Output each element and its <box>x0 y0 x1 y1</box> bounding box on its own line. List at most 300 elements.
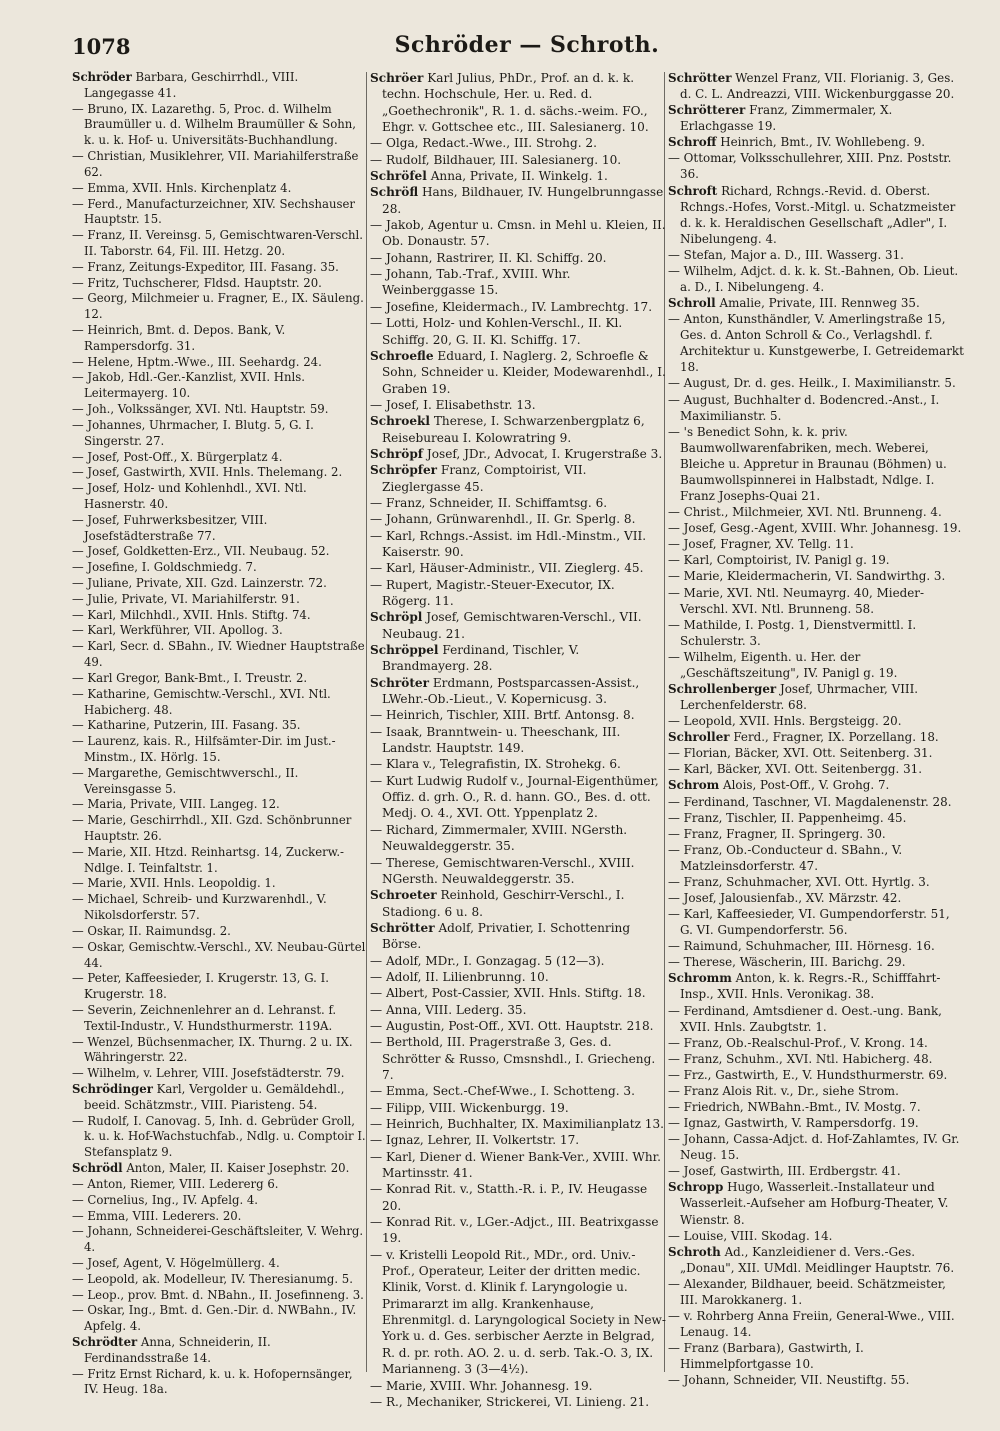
directory-entry <box>72 1035 368 1067</box>
directory-entry <box>72 766 368 798</box>
directory-entry <box>72 924 368 940</box>
entry-text: — Johann, Cassa-Adjct. d. Hof-Zahlamtes, IV. Gr. Neug. 15. <box>668 1132 960 1163</box>
directory-entry <box>72 639 368 671</box>
entry-text: — Rudolf, I. Canovag. 5, Inh. d. Gebrüder Groll, k. u. k. Hof-Wachstuchfab., Ndlg. u. Comptoir I. Stefansplatz 9. <box>72 1113 366 1160</box>
entry-text: — Franz (Barbara), Gastwirth, I. Himmelpfortgasse 10. <box>668 1341 864 1372</box>
directory-entry <box>370 462 666 495</box>
directory-entry <box>72 276 368 292</box>
entry-text: Erdmann, Postsparcassen-Assist., LWehr.-Ob.-Lieut., V. Kopernicusg. 3. <box>382 675 640 707</box>
directory-entry <box>668 1179 964 1227</box>
directory-entry <box>72 687 368 719</box>
page-number: 1078 <box>72 34 131 59</box>
entry-text: — Josef, Post-Off., X. Bürgerplatz 4. <box>72 449 283 464</box>
directory-entry <box>72 513 368 545</box>
directory-entry <box>668 520 964 536</box>
entry-text: — Ferdinand, Taschner, VI. Magdalenenstr. 28. <box>668 794 952 809</box>
entry-text: — Frz., Gastwirth, E., V. Hundsthurmerstr. 69. <box>668 1067 948 1082</box>
entry-text: — Laurenz, kais. R., Hilfsämter-Dir. im Just.-Minstm., IX. Hörlg. 15. <box>72 734 336 764</box>
entry-text: Hans, Bildhauer, IV. Hungelbrunngasse 28. <box>382 185 664 216</box>
entry-text: — Karl, Kaffeesieder, VI. Gumpendorferstr. 51, G. VI. Gumpendorferstr. 56. <box>668 907 950 938</box>
directory-entry <box>370 855 666 888</box>
entry-text: — Berthold, III. Pragerstraße 3, Ges. d. Schrötter & Russo, Cmsnshdl., I. Griecheng. 7. <box>370 1035 656 1082</box>
directory-entry <box>668 842 964 874</box>
entry-text: — Josef, Gastwirth, III. Erdbergstr. 41. <box>668 1164 901 1179</box>
directory-entry <box>668 954 964 970</box>
entry-text: — Karl, Häuser-Administr., VII. Zieglerg. 45. <box>370 561 644 576</box>
entry-text: — Josefine, I. Goldschmiedg. 7. <box>72 560 257 575</box>
directory-entry <box>72 1335 368 1367</box>
directory-entry <box>72 197 368 229</box>
directory-entry <box>668 1099 964 1115</box>
entry-text: — Marie, XVII. Hnls. Leopoldig. 1. <box>72 876 276 891</box>
entry-text: — Helene, Hptm.-Wwe., III. Seehardg. 24. <box>72 354 322 369</box>
entry-text: — Adolf, II. Lilienbrunng. 10. <box>370 969 549 984</box>
entry-text: Franz, Comptoirist, VII. Zieglergasse 45. <box>382 463 587 494</box>
directory-entry <box>370 1214 666 1247</box>
directory-entry <box>370 675 666 708</box>
entry-text: — Johannes, Uhrmacher, I. Blutg. 5, G. I. Singerstr. 27. <box>72 417 314 448</box>
entry-text: — Franz, Tischler, II. Pappenheimg. 45. <box>668 810 907 825</box>
directory-entry <box>668 1276 964 1308</box>
entry-text: Alois, Post-Off., V. Grohg. 7. <box>723 778 890 793</box>
entry-text: Barbara, Geschirrhdl., VIII. Langegasse 41. <box>84 70 299 100</box>
entry-text: — Jakob, Hdl.-Ger.-Kanzlist, XVII. Hnls. Leitermayerg. 10. <box>72 370 305 401</box>
entry-text: — Richard, Zimmermaler, XVIII. NGersth. Neuwaldeggerstr. 35. <box>370 822 628 854</box>
entry-text: Reinhold, Geschirr-Verschl., I. Stadiong. 6 u. 8. <box>382 888 625 919</box>
running-title: Schröder — Schroth. <box>394 32 660 58</box>
entry-text: — Marie, XVI. Ntl. Neumayrg. 40, Mieder-Verschl. XVI. Ntl. Brunneng. 58. <box>668 585 924 616</box>
entry-text: — Fritz, Tuchscherer, Fldsd. Hauptstr. 20. <box>72 275 322 290</box>
directory-entry <box>72 1114 368 1161</box>
entry-text: — Albert, Post-Cassier, XVII. Hnls. Stiftg. 18. <box>370 986 646 1001</box>
directory-entry <box>668 263 964 295</box>
directory-entry <box>370 577 666 610</box>
directory-entry <box>72 70 368 102</box>
entry-surname: Schröter <box>370 675 429 690</box>
directory-entry <box>668 777 964 793</box>
directory-entry <box>370 1149 666 1182</box>
directory-entry <box>72 1272 368 1288</box>
directory-entry <box>668 890 964 906</box>
directory-entry <box>370 1181 666 1214</box>
directory-entry <box>370 1247 666 1378</box>
entry-text: — Katharine, Gemischtw.-Verschl., XVI. Ntl. Habicherg. 48. <box>72 686 331 717</box>
directory-entry <box>72 260 368 276</box>
entry-text: — Leopold, ak. Modelleur, IV. Theresianumg. 5. <box>72 1271 353 1286</box>
directory-entry <box>370 560 666 576</box>
entry-text: — Josefine, Kleidermach., IV. Lambrechtg. 17. <box>370 299 653 314</box>
directory-entry <box>668 874 964 890</box>
entry-text: — Franz, Schneider, II. Schiffamtsg. 6. <box>370 495 608 510</box>
directory-entry <box>668 826 964 842</box>
directory-entry <box>370 1002 666 1018</box>
entry-text: — Heinrich, Bmt. d. Depos. Bank, V. Rampersdorfg. 31. <box>72 323 286 353</box>
entry-surname: Schropp <box>668 1180 724 1195</box>
directory-entry <box>72 671 368 687</box>
entry-text: — Stefan, Major a. D., III. Wasserg. 31. <box>668 247 904 262</box>
directory-entry <box>370 184 666 217</box>
directory-entry <box>72 718 368 734</box>
entry-text: — Julie, Private, VI. Mariahilferstr. 91. <box>72 591 300 606</box>
directory-entry <box>668 970 964 1002</box>
entry-text: — Louise, VIII. Skodag. 14. <box>668 1228 833 1243</box>
entry-surname: Schrötter <box>668 71 732 85</box>
entry-text: — Anna, VIII. Lederg. 35. <box>370 1002 527 1017</box>
entry-text: Amalie, Private, III. Rennweg 35. <box>719 296 920 311</box>
column-1 <box>72 70 368 1398</box>
directory-entry <box>72 623 368 639</box>
directory-entry <box>668 424 964 504</box>
directory-entry <box>668 1131 964 1163</box>
entry-text: — Ottomar, Volksschullehrer, XIII. Pnz. Poststr. 36. <box>668 151 952 182</box>
directory-entry <box>72 544 368 560</box>
directory-entry <box>72 1177 368 1193</box>
directory-entry <box>370 1083 666 1099</box>
entry-text: — Josef, Agent, V. Högelmüllerg. 4. <box>72 1255 280 1270</box>
directory-entry <box>668 536 964 552</box>
entry-surname: Schrom <box>668 778 720 793</box>
directory-entry <box>370 397 666 413</box>
entry-surname: Schroll <box>668 296 716 311</box>
directory-entry <box>72 1161 368 1177</box>
entry-text: Karl, Vergolder u. Gemäldehdl., beeid. Schätzmstr., VIII. Piaristeng. 54. <box>84 1082 345 1112</box>
directory-entry <box>370 953 666 969</box>
entry-text: — Josef, Goldketten-Erz., VII. Neubaug. 52. <box>72 544 330 559</box>
entry-text: — Marie, XII. Htzd. Reinhartsg. 14, Zuckerw.-Ndlge. I. Teinfaltstr. 1. <box>72 844 344 875</box>
entry-surname: Schröer <box>370 71 424 85</box>
directory-entry <box>668 1083 964 1099</box>
directory-entry <box>668 504 964 520</box>
directory-entry <box>668 1372 964 1388</box>
entry-text: — Josef, Fragner, XV. Tellg. 11. <box>668 537 854 552</box>
entry-surname: Schrödinger <box>72 1082 153 1096</box>
directory-entry <box>370 315 666 348</box>
page-header <box>72 30 982 66</box>
directory-entry <box>370 1116 666 1132</box>
entry-text: — Bruno, IX. Lazarethg. 5, Proc. d. Wilhelm Braumüller u. d. Wilhelm Braumüller & Sohn, k. u. k. Hof- u. Universitäts-Buchhandlung. <box>72 101 357 148</box>
entry-text: Eduard, I. Naglerg. 2, Schroefle & Sohn, Schneider u. Kleider, Modewarenhdl., I. Graben 19. <box>382 348 666 396</box>
entry-text: — Franz, Ob.-Realschul-Prof., V. Krong. 14. <box>668 1035 928 1050</box>
entry-text: — August, Buchhalter d. Bodencred.-Anst., I. Maximilianstr. 5. <box>668 392 940 423</box>
entry-text: Anton, k. k. Regrs.-R., Schifffahrt-Insp., XVII. Hnls. Veronikag. 38. <box>680 971 941 1002</box>
directory-entry <box>668 1035 964 1051</box>
directory-entry <box>370 724 666 757</box>
directory-entry <box>668 585 964 617</box>
entry-surname: Schroeter <box>370 888 437 903</box>
directory-entry <box>370 985 666 1001</box>
directory-entry <box>668 183 964 247</box>
entry-text: — Emma, Sect.-Chef-Wwe., I. Schotteng. 3. <box>370 1084 635 1099</box>
directory-entry <box>370 642 666 675</box>
directory-entry <box>668 1115 964 1131</box>
entry-surname: Schröppel <box>370 643 439 658</box>
entry-surname: Schröpfer <box>370 463 438 478</box>
entry-text: — Franz, Schuhmacher, XVI. Ott. Hyrtlg. 3. <box>668 874 930 889</box>
directory-entry <box>72 608 368 624</box>
directory-entry <box>668 311 964 375</box>
entry-text: — Olga, Redact.-Wwe., III. Strohg. 2. <box>370 136 597 151</box>
directory-entry <box>668 1244 964 1276</box>
entry-text: Hugo, Wasserleit.-Installateur und Wasserleit.-Aufseher am Hofburg-Theater, V. Wienstr. 8. <box>680 1180 949 1227</box>
entry-text: — Franz, Fragner, II. Springerg. 30. <box>668 826 886 841</box>
directory-entry <box>668 681 964 713</box>
directory-entry <box>72 418 368 450</box>
entry-text: — Raimund, Schuhmacher, III. Hörnesg. 16. <box>668 939 935 954</box>
directory-entry <box>668 617 964 649</box>
entry-text: — Franz, Zeitungs-Expeditor, III. Fasang. 35. <box>72 259 339 274</box>
entry-text: — Wenzel, Büchsenmacher, IX. Thurng. 2 u. IX. Währingerstr. 22. <box>72 1034 353 1065</box>
entry-text: — Margarethe, Gemischtwverschl., II. Vereinsgasse 5. <box>72 765 299 796</box>
entry-surname: Schromm <box>668 971 732 986</box>
directory-entry <box>370 168 666 184</box>
directory-entry <box>370 1034 666 1083</box>
directory-entry <box>72 355 368 371</box>
entry-text: — Karl, Diener d. Wiener Bank-Ver., XVIII. Whr. Martinsstr. 41. <box>370 1149 661 1181</box>
entry-text: — Ferdinand, Amtsdiener d. Oest.-ung. Bank, XVII. Hnls. Zaubgtstr. 1. <box>668 1003 942 1034</box>
entry-text: — Oskar, II. Raimundsg. 2. <box>72 923 231 938</box>
entry-text: — Florian, Bäcker, XVI. Ott. Seitenberg. 31. <box>668 746 933 761</box>
directory-entry <box>72 1367 368 1399</box>
directory-entry <box>370 348 666 397</box>
directory-entry <box>668 1051 964 1067</box>
directory-entry <box>72 560 368 576</box>
directory-entry <box>668 1308 964 1340</box>
directory-entry <box>668 794 964 810</box>
entry-text: — Cornelius, Ing., IV. Apfelg. 4. <box>72 1192 259 1207</box>
directory-entry <box>668 1067 964 1083</box>
directory-entry <box>72 1224 368 1256</box>
directory-entry <box>370 217 666 250</box>
entry-text: — Marie, XVIII. Whr. Johannesg. 19. <box>370 1378 593 1393</box>
directory-entry <box>370 528 666 561</box>
directory-entry <box>72 149 368 181</box>
directory-entry <box>668 1228 964 1244</box>
entry-text: — Karl, Bäcker, XVI. Ott. Seitenbergg. 31. <box>668 762 923 777</box>
directory-entry <box>72 291 368 323</box>
directory-entry <box>370 609 666 642</box>
directory-entry <box>370 511 666 527</box>
directory-entry <box>668 375 964 391</box>
entry-text: — Isaak, Branntwein- u. Theeschank, III. Landstr. Hauptstr. 149. <box>370 724 621 756</box>
entry-surname: Schroller <box>668 730 730 745</box>
entry-surname: Schrollenberger <box>668 681 777 696</box>
directory-entry <box>370 135 666 151</box>
entry-text: Adolf, Privatier, I. Schottenring Börse. <box>382 920 631 952</box>
directory-entry <box>72 1003 368 1035</box>
directory-entry <box>668 745 964 761</box>
entry-text: Ferd., Fragner, IX. Porzellang. 18. <box>733 730 939 745</box>
entry-text: — Wilhelm, Adjct. d. k. k. St.-Bahnen, Ob. Lieut. a. D., I. Nibelungeng. 4. <box>668 263 959 295</box>
entry-text: — 's Benedict Sohn, k. k. priv. Baumwollwarenfabriken, mech. Weberei, Bleiche u. Appretur in Braunau (Böhmen) u. Baumwollspinnerei in Halbstadt, Ndlge. I. Franz Josephs-Quai 21. <box>668 424 947 504</box>
entry-text: — Michael, Schreib- und Kurzwarenhdl., V. Nikolsdorferstr. 57. <box>72 892 327 923</box>
entry-surname: Schroth <box>668 1244 721 1259</box>
entry-text: Anna, Private, II. Winkelg. 1. <box>430 169 608 184</box>
directory-entry <box>668 150 964 182</box>
directory-entry <box>370 887 666 920</box>
entry-surname: Schrötter <box>370 920 435 935</box>
directory-entry <box>370 266 666 299</box>
entry-text: — Augustin, Post-Off., XVI. Ott. Hauptstr. 218. <box>370 1018 654 1033</box>
directory-entry <box>668 392 964 424</box>
directory-entry <box>72 876 368 892</box>
directory-entry <box>668 70 964 102</box>
entry-text: — Josef, Gastwirth, XVII. Hnls. Thelemang. 2. <box>72 465 343 480</box>
entry-surname: Schrödl <box>72 1161 123 1176</box>
directory-entry <box>370 920 666 953</box>
entry-surname: Schroefle <box>370 348 434 363</box>
entry-text: — Emma, VIII. Lederers. 20. <box>72 1208 242 1223</box>
entry-text: — Leop., prov. Bmt. d. NBahn., II. Josefinneng. 3. <box>72 1287 364 1302</box>
directory-entry <box>668 295 964 311</box>
directory-entry <box>370 1100 666 1116</box>
entry-text: — Josef, Gesg.-Agent, XVIII. Whr. Johannesg. 19. <box>668 521 962 536</box>
entry-text: — Josef, Jalousienfab., XV. Märzstr. 42. <box>668 890 902 905</box>
entry-text: — Alexander, Bildhauer, beeid. Schätzmeister, III. Marokkanerg. 1. <box>668 1276 946 1307</box>
directory-entry <box>370 773 666 822</box>
entry-text: — Leopold, XVII. Hnls. Bergsteigg. 20. <box>668 714 902 729</box>
entry-surname: Schröpf <box>370 446 423 461</box>
entry-text: — Marie, Kleidermacherin, VI. Sandwirthg. 3. <box>668 569 946 584</box>
entry-text: — Maria, Private, VIII. Langeg. 12. <box>72 797 280 812</box>
directory-entry <box>72 450 368 466</box>
entry-text: — Oskar, Gemischtw.-Verschl., XV. Neubau-Gürtel 44. <box>72 939 366 970</box>
directory-entry <box>72 181 368 197</box>
entry-text: — Adolf, MDr., I. Gonzagag. 5 (12—3). <box>370 953 605 968</box>
directory-entry <box>72 228 368 260</box>
entry-text: Franz, Zimmermaler, X. Erlachgasse 19. <box>680 103 893 134</box>
entry-text: — Johann, Tab.-Traf., XVIII. Whr. Weinberggasse 15. <box>370 267 571 298</box>
column-2 <box>370 70 666 1410</box>
directory-entry <box>370 969 666 985</box>
directory-entry <box>72 370 368 402</box>
entry-text: Josef, Uhrmacher, VIII. Lerchenfelderstr. 68. <box>680 681 919 713</box>
entry-text: — Johann, Schneider, VII. Neustiftg. 55. <box>668 1373 910 1388</box>
entry-text: — Konrad Rit. v., Statth.-R. i. P., IV. Heugasse 20. <box>370 1182 648 1213</box>
entry-surname: Schroff <box>668 135 717 150</box>
entry-text: — Franz, II. Vereinsg. 5, Gemischtwaren-Verschl. II. Taborstr. 64, Fil. III. Hetzg. 20. <box>72 228 364 258</box>
entry-text: — Wilhelm, v. Lehrer, VIII. Josefstädterstr. 79. <box>72 1066 345 1081</box>
directory-entry <box>72 940 368 972</box>
directory-entry <box>370 1018 666 1034</box>
directory-entry <box>668 810 964 826</box>
entry-text: — R., Mechaniker, Strickerei, VI. Linieng. 21. <box>370 1394 650 1409</box>
entry-surname: Schrödter <box>72 1335 138 1349</box>
directory-entry <box>668 906 964 938</box>
entry-text: — Josef, Holz- und Kohlenhdl., XVI. Ntl. Hasnerstr. 40. <box>72 481 307 511</box>
entry-text: — Rudolf, Bildhauer, III. Salesianerg. 10. <box>370 152 622 167</box>
directory-entry <box>370 1378 666 1394</box>
entry-text: — Josef, Fuhrwerksbesitzer, VIII. Josefstädterstraße 77. <box>72 512 268 543</box>
entry-text: Ad., Kanzleidiener d. Vers.-Ges. „Donau", XII. UMdl. Meidlinger Hauptstr. 76. <box>680 1244 955 1275</box>
entry-text: — Rupert, Magistr.-Steuer-Executor, IX. Rögerg. 11. <box>370 577 615 608</box>
directory-entry <box>72 1066 368 1082</box>
entry-text: — Katharine, Putzerin, III. Fasang. 35. <box>72 718 301 733</box>
directory-entry <box>668 552 964 568</box>
directory-entry <box>72 1193 368 1209</box>
entry-text: Anna, Schneiderin, II. Ferdinandsstraße 14. <box>84 1335 271 1365</box>
entry-text: Anton, Maler, II. Kaiser Josephstr. 20. <box>126 1161 350 1176</box>
entry-text: Ferdinand, Tischler, V. Brandmayerg. 28. <box>382 643 580 674</box>
entry-text: — v. Kristelli Leopold Rit., MDr., ord. Univ.-Prof., Operateur, Leiter der dritten medic. Klinik, Vorst. d. Klinik f. Laryngologie u. Primararzt im allg. Krankenhause, Ehrenmitgl. d. Laryngological Society in New-York u. d. Ges. serbischer Aerzte in Belgrad, R. d. pr. roth. AO. 2. u. d. serb. Tak.-O. 3, IX. Marianneng. 3 (3—4½). <box>370 1247 666 1377</box>
entry-text: — Anton, Kunsthändler, V. Amerlingstraße 15, Ges. d. Anton Schroll & Co., Verlagshdl. f. Architektur u. Kunstgewerbe, I. Getreidemarkt 18. <box>668 312 964 375</box>
directory-entry <box>668 729 964 745</box>
entry-text: — Georg, Milchmeier u. Fragner, E., IX. Säuleng. 12. <box>72 291 364 322</box>
directory-entry <box>72 1209 368 1225</box>
directory-entry <box>668 761 964 777</box>
directory-entry <box>72 797 368 813</box>
directory-entry <box>668 247 964 263</box>
directory-entry <box>72 576 368 592</box>
entry-text: — Oskar, Ing., Bmt. d. Gen.-Dir. d. NWBahn., IV. Apfelg. 4. <box>72 1303 357 1334</box>
entry-text: Josef, Gemischtwaren-Verschl., VII. Neubaug. 21. <box>382 610 642 641</box>
directory-entry <box>668 713 964 729</box>
entry-text: — v. Rohrberg Anna Freiin, General-Wwe., VIII. Lenaug. 14. <box>668 1309 955 1340</box>
entry-text: — Anton, Riemer, VIII. Ledererg 6. <box>72 1176 279 1191</box>
entry-text: — Therese, Gemischtwaren-Verschl., XVIII. NGersth. Neuwaldeggerstr. 35. <box>370 855 635 886</box>
directory-entry <box>668 1003 964 1035</box>
entry-text: — Heinrich, Buchhalter, IX. Maximilianplatz 13. <box>370 1117 665 1131</box>
directory-entry <box>668 134 964 150</box>
directory-entry <box>668 1163 964 1179</box>
entry-text: — Jakob, Agentur u. Cmsn. in Mehl u. Kleien, II. Ob. Donaustr. 57. <box>370 218 666 249</box>
directory-entry <box>370 299 666 315</box>
directory-entry <box>72 971 368 1003</box>
entry-text: — Friedrich, NWBahn.-Bmt., IV. Mostg. 7. <box>668 1100 921 1114</box>
entry-surname: Schroft <box>668 183 718 198</box>
entry-text: — Karl, Comptoirist, IV. Panigl g. 19. <box>668 553 890 568</box>
directory-entry <box>668 938 964 954</box>
directory-entry <box>370 756 666 772</box>
entry-text: — Franz, Schuhm., XVI. Ntl. Habicherg. 48. <box>668 1051 933 1066</box>
entry-text: — Klara v., Telegrafistin, IX. Strohekg. 6. <box>370 757 621 772</box>
directory-entry <box>370 1132 666 1148</box>
entry-text: — Johann, Rastrirer, II. Kl. Schiffg. 20. <box>370 250 607 265</box>
entry-text: — Joh., Volkssänger, XVI. Ntl. Hauptstr. 59. <box>72 402 329 417</box>
directory-entry <box>370 446 666 462</box>
entry-text: — Karl, Werkführer, VII. Apollog. 3. <box>72 623 283 638</box>
entry-surname: Schröder <box>72 70 132 84</box>
entry-text: — Johann, Grünwarenhdl., II. Gr. Sperlg. 8. <box>370 512 636 527</box>
entry-text: — Filipp, VIII. Wickenburgg. 19. <box>370 1100 569 1115</box>
directory-entry <box>370 707 666 723</box>
entry-text: — Karl Gregor, Bank-Bmt., I. Treustr. 2. <box>72 670 308 685</box>
directory-entry <box>668 649 964 681</box>
directory-entry <box>668 1340 964 1372</box>
directory-entry <box>72 481 368 513</box>
entry-text: — Franz, Ob.-Conducteur d. SBahn., V. Matzleinsdorferstr. 47. <box>668 842 903 873</box>
directory-entry <box>72 1082 368 1114</box>
entry-text: — Konrad Rit. v., LGer.-Adjct., III. Beatrixgasse 19. <box>370 1215 659 1246</box>
directory-entry <box>72 845 368 877</box>
directory-entry <box>72 813 368 845</box>
directory-entry <box>72 102 368 149</box>
directory-entry <box>72 323 368 355</box>
entry-text: Richard, Rchngs.-Revid. d. Oberst. Rchngs.-Hofes, Vorst.-Mitgl. u. Schatzmeister d. k. k. Heraldischen Gesellschaft „Adler", I. Nibelungeng. 4. <box>680 183 956 246</box>
directory-entry <box>72 734 368 766</box>
entry-text: — Christ., Milchmeier, XVI. Ntl. Brunneng. 4. <box>668 505 942 520</box>
directory-entry <box>370 822 666 855</box>
entry-text: — Lotti, Holz- und Kohlen-Verschl., II. Kl. Schiffg. 20, G. II. Kl. Schiffg. 17. <box>370 316 623 347</box>
entry-text: — Peter, Kaffeesieder, I. Krugerstr. 13, G. I. Krugerstr. 18. <box>72 971 329 1002</box>
entry-text: Therese, I. Schwarzenbergplatz 6, Reisebureau I. Kolowratring 9. <box>382 414 645 445</box>
entry-text: — Ignaz, Lehrer, II. Volkertstr. 17. <box>370 1133 580 1148</box>
entry-text: — Kurt Ludwig Rudolf v., Journal-Eigenthümer, Offiz. d. grh. O., R. d. hann. GO., Bes. d. ott. Medj. O. 4., XVI. Ott. Yppenplatz 2. <box>370 773 659 821</box>
entry-surname: Schrötterer <box>668 103 746 118</box>
entry-text: — Fritz Ernst Richard, k. u. k. Hofopernsänger, IV. Heug. 18a. <box>72 1366 353 1397</box>
entry-text: — Johann, Schneiderei-Geschäftsleiter, V. Wehrg. 4. <box>72 1224 364 1255</box>
entry-text: — Marie, Geschirrhdl., XII. Gzd. Schönbrunner Hauptstr. 26. <box>72 813 352 843</box>
entry-text: — Franz Alois Rit. v., Dr., siehe Strom. <box>668 1083 899 1098</box>
